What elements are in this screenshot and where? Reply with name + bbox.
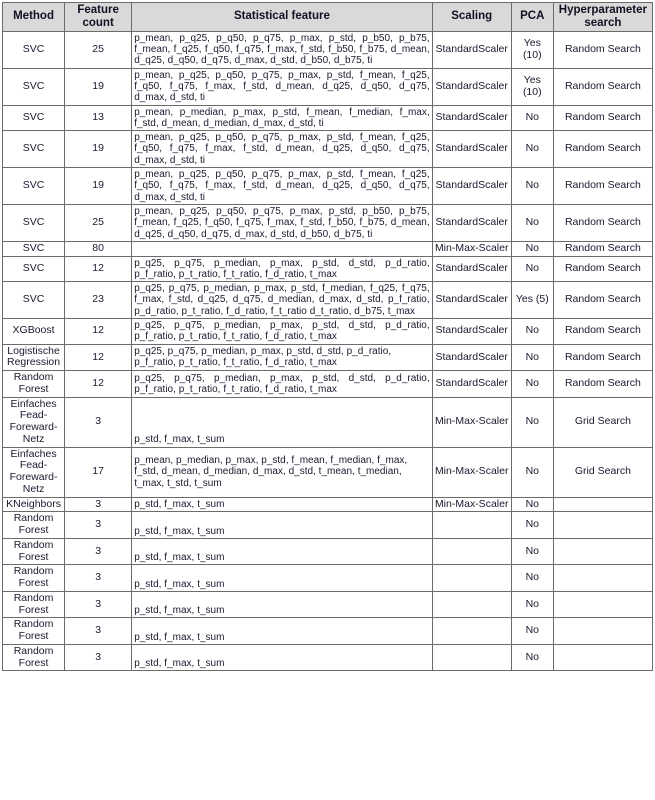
cell-method: Random Forest	[3, 538, 65, 565]
cell-scaling: Min-Max-Scaler	[432, 241, 511, 256]
cell-hyperparameter-search: Grid Search	[553, 447, 652, 497]
table-row	[3, 282, 653, 319]
cell-hyperparameter-search	[553, 565, 652, 592]
table-row	[3, 371, 653, 398]
cell-pca: No	[511, 131, 553, 168]
cell-feature-count: 12	[65, 371, 132, 398]
cell-pca: No	[511, 319, 553, 345]
cell-method: SVC	[3, 168, 65, 205]
model-configuration-table	[2, 2, 653, 671]
cell-statistical-feature: p_mean, p_q25, p_q50, p_q75, p_max, p_std, p_b50, p_b75, f_mean, f_q25, f_q50, f_q75, f_max, f_std, f_b50, f_b75, d_mean, d_q25, d_q50, d_q75, d_max, d_std, d_b50, d_b75, ti	[132, 31, 432, 68]
cell-feature-count: 17	[65, 447, 132, 497]
table-row	[3, 31, 653, 68]
table-row	[3, 344, 653, 371]
cell-method: Random Forest	[3, 591, 65, 618]
cell-statistical-feature: p_q25, p_q75, p_median, p_max, p_std, d_std, p_d_ratio, p_f_ratio, p_t_ratio, f_t_ratio, f_d_ratio, t_max	[132, 344, 432, 371]
table-header	[3, 3, 653, 32]
cell-hyperparameter-search: Random Search	[553, 344, 652, 371]
cell-statistical-feature: p_q25, p_q75, p_median, p_max, p_std, d_std, p_d_ratio, p_f_ratio, p_t_ratio, f_t_ratio, f_d_ratio, t_max	[132, 371, 432, 398]
cell-scaling	[432, 512, 511, 539]
cell-scaling: StandardScaler	[432, 256, 511, 282]
cell-scaling: StandardScaler	[432, 282, 511, 319]
cell-method: Random Forest	[3, 371, 65, 398]
cell-statistical-feature: p_std, f_max, t_sum	[132, 618, 432, 645]
cell-method: Random Forest	[3, 618, 65, 645]
cell-feature-count: 23	[65, 282, 132, 319]
cell-hyperparameter-search	[553, 591, 652, 618]
table-row	[3, 565, 653, 592]
cell-pca: No	[511, 591, 553, 618]
table-row	[3, 168, 653, 205]
cell-feature-count: 3	[65, 497, 132, 512]
cell-pca: Yes (10)	[511, 31, 553, 68]
cell-statistical-feature: p_std, f_max, t_sum	[132, 497, 432, 512]
cell-feature-count: 3	[65, 618, 132, 645]
table-row	[3, 497, 653, 512]
cell-scaling: StandardScaler	[432, 204, 511, 241]
cell-scaling: StandardScaler	[432, 168, 511, 205]
table-row	[3, 105, 653, 131]
cell-scaling: Min-Max-Scaler	[432, 497, 511, 512]
cell-scaling	[432, 591, 511, 618]
table-body	[3, 31, 653, 671]
cell-pca: No	[511, 565, 553, 592]
cell-pca: Yes (5)	[511, 282, 553, 319]
cell-pca: No	[511, 344, 553, 371]
table-row	[3, 256, 653, 282]
cell-statistical-feature: p_mean, p_q25, p_q50, p_q75, p_max, p_std, f_mean, f_q25, f_q50, f_q75, f_max, f_std, d_mean, d_q25, d_q50, d_q75, d_max, d_std, ti	[132, 131, 432, 168]
cell-hyperparameter-search: Random Search	[553, 282, 652, 319]
cell-scaling: StandardScaler	[432, 31, 511, 68]
column-header-scaling: Scaling	[432, 3, 511, 32]
cell-feature-count: 19	[65, 131, 132, 168]
table-row	[3, 644, 653, 671]
cell-statistical-feature: p_q25, p_q75, p_median, p_max, p_std, d_std, p_d_ratio, p_f_ratio, p_t_ratio, f_t_ratio, f_d_ratio, t_max	[132, 256, 432, 282]
cell-feature-count: 3	[65, 565, 132, 592]
cell-pca: No	[511, 447, 553, 497]
cell-method: Einfaches Fead-Foreward-Netz	[3, 447, 65, 497]
column-header-statistical-feature: Statistical feature	[132, 3, 432, 32]
cell-method: Random Forest	[3, 644, 65, 671]
cell-method: SVC	[3, 31, 65, 68]
cell-feature-count: 25	[65, 204, 132, 241]
cell-feature-count: 3	[65, 538, 132, 565]
cell-statistical-feature: p_std, f_max, t_sum	[132, 538, 432, 565]
cell-method: SVC	[3, 282, 65, 319]
cell-feature-count: 3	[65, 512, 132, 539]
cell-pca: No	[511, 241, 553, 256]
cell-method: XGBoost	[3, 319, 65, 345]
cell-hyperparameter-search: Random Search	[553, 241, 652, 256]
cell-statistical-feature: p_std, f_max, t_sum	[132, 397, 432, 447]
table-row	[3, 591, 653, 618]
cell-hyperparameter-search: Random Search	[553, 319, 652, 345]
cell-statistical-feature	[132, 241, 432, 256]
cell-method: SVC	[3, 68, 65, 105]
table-row	[3, 204, 653, 241]
cell-scaling: StandardScaler	[432, 344, 511, 371]
cell-statistical-feature: p_q25, p_q75, p_median, p_max, p_std, f_median, f_q25, f_q75, f_max, f_std, d_q25, d_q75, d_median, d_max, d_std, p_f_ratio, p_d_ratio, p_t_ratio, f_d_ratio, f_t_ratio d_t_ratio, d_b75, t_max	[132, 282, 432, 319]
cell-feature-count: 3	[65, 397, 132, 447]
cell-hyperparameter-search: Random Search	[553, 168, 652, 205]
cell-method: SVC	[3, 241, 65, 256]
cell-pca: No	[511, 397, 553, 447]
cell-hyperparameter-search: Random Search	[553, 68, 652, 105]
cell-hyperparameter-search: Random Search	[553, 131, 652, 168]
cell-statistical-feature: p_mean, p_median, p_max, p_std, f_mean, f_median, f_max, f_std, d_mean, d_median, d_max, d_std, ti	[132, 105, 432, 131]
cell-feature-count: 25	[65, 31, 132, 68]
cell-feature-count: 13	[65, 105, 132, 131]
cell-pca: No	[511, 538, 553, 565]
cell-feature-count: 12	[65, 256, 132, 282]
table-row	[3, 538, 653, 565]
table-row	[3, 131, 653, 168]
cell-hyperparameter-search: Random Search	[553, 31, 652, 68]
cell-pca: No	[511, 371, 553, 398]
cell-scaling	[432, 618, 511, 645]
cell-scaling: Min-Max-Scaler	[432, 447, 511, 497]
cell-hyperparameter-search: Random Search	[553, 371, 652, 398]
cell-statistical-feature: p_mean, p_q25, p_q50, p_q75, p_max, p_std, f_mean, f_q25, f_q50, f_q75, f_max, f_std, d_mean, d_q25, d_q50, d_q75, d_max, d_std, ti	[132, 168, 432, 205]
cell-feature-count: 3	[65, 591, 132, 618]
cell-pca: No	[511, 105, 553, 131]
cell-method: SVC	[3, 256, 65, 282]
cell-pca: Yes (10)	[511, 68, 553, 105]
cell-method: Random Forest	[3, 512, 65, 539]
cell-method: KNeighbors	[3, 497, 65, 512]
cell-statistical-feature: p_std, f_max, t_sum	[132, 591, 432, 618]
cell-scaling: StandardScaler	[432, 131, 511, 168]
cell-pca: No	[511, 512, 553, 539]
cell-method: SVC	[3, 131, 65, 168]
cell-method: Random Forest	[3, 565, 65, 592]
cell-pca: No	[511, 256, 553, 282]
table-row	[3, 618, 653, 645]
table-row	[3, 68, 653, 105]
cell-feature-count: 12	[65, 344, 132, 371]
column-header-hyperparameter-search: Hyperparameter search	[553, 3, 652, 32]
cell-feature-count: 19	[65, 168, 132, 205]
cell-method: SVC	[3, 204, 65, 241]
cell-feature-count: 80	[65, 241, 132, 256]
cell-hyperparameter-search	[553, 512, 652, 539]
table-row	[3, 397, 653, 447]
column-header-feature-count: Feature count	[65, 3, 132, 32]
cell-feature-count: 19	[65, 68, 132, 105]
cell-hyperparameter-search: Random Search	[553, 204, 652, 241]
cell-hyperparameter-search: Grid Search	[553, 397, 652, 447]
cell-statistical-feature: p_mean, p_q25, p_q50, p_q75, p_max, p_std, f_mean, f_q25, f_q50, f_q75, f_max, f_std, d_mean, d_q25, d_q50, d_q75, d_max, d_std, ti	[132, 68, 432, 105]
cell-hyperparameter-search	[553, 618, 652, 645]
table-row	[3, 319, 653, 345]
cell-statistical-feature: p_q25, p_q75, p_median, p_max, p_std, d_std, p_d_ratio, p_f_ratio, p_t_ratio, f_t_ratio, f_d_ratio, t_max	[132, 319, 432, 345]
cell-statistical-feature: p_std, f_max, t_sum	[132, 644, 432, 671]
table-row	[3, 512, 653, 539]
cell-statistical-feature: p_mean, p_q25, p_q50, p_q75, p_max, p_std, p_b50, p_b75, f_mean, f_q25, f_q50, f_q75, f_max, f_std, f_b50, f_b75, d_mean, d_q25, d_q50, d_q75, d_max, d_std, d_b50, d_b75, ti	[132, 204, 432, 241]
cell-statistical-feature: p_std, f_max, t_sum	[132, 565, 432, 592]
cell-scaling: StandardScaler	[432, 319, 511, 345]
column-header-method: Method	[3, 3, 65, 32]
cell-feature-count: 12	[65, 319, 132, 345]
cell-pca: No	[511, 204, 553, 241]
cell-method: Einfaches Fead-Foreward-Netz	[3, 397, 65, 447]
table-row	[3, 447, 653, 497]
cell-scaling: Min-Max-Scaler	[432, 397, 511, 447]
cell-pca: No	[511, 497, 553, 512]
cell-scaling	[432, 538, 511, 565]
cell-statistical-feature: p_std, f_max, t_sum	[132, 512, 432, 539]
cell-method: Logistische Regression	[3, 344, 65, 371]
cell-pca: No	[511, 168, 553, 205]
cell-hyperparameter-search	[553, 538, 652, 565]
cell-hyperparameter-search	[553, 644, 652, 671]
cell-scaling: StandardScaler	[432, 371, 511, 398]
cell-method: SVC	[3, 105, 65, 131]
cell-hyperparameter-search	[553, 497, 652, 512]
cell-pca: No	[511, 618, 553, 645]
cell-scaling: StandardScaler	[432, 105, 511, 131]
column-header-pca: PCA	[511, 3, 553, 32]
cell-statistical-feature: p_mean, p_median, p_max, p_std, f_mean, f_median, f_max, f_std, d_mean, d_median, d_max, d_std, t_mean, t_median, t_max, t_std, t_sum	[132, 447, 432, 497]
cell-scaling	[432, 644, 511, 671]
cell-hyperparameter-search: Random Search	[553, 105, 652, 131]
cell-hyperparameter-search: Random Search	[553, 256, 652, 282]
cell-pca: No	[511, 644, 553, 671]
cell-feature-count: 3	[65, 644, 132, 671]
table-row	[3, 241, 653, 256]
cell-scaling	[432, 565, 511, 592]
table-header-row	[3, 3, 653, 32]
cell-scaling: StandardScaler	[432, 68, 511, 105]
